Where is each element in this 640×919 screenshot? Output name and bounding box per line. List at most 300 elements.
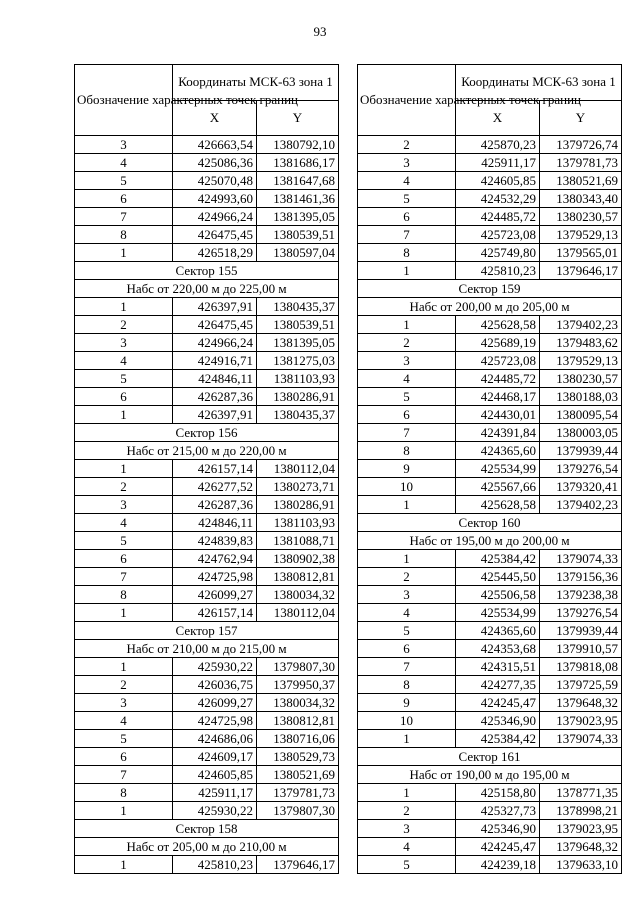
y-coordinate-cell: 1380230,57 [540, 370, 622, 388]
x-coordinate-cell: 425628,58 [456, 496, 540, 514]
point-number-cell: 8 [75, 784, 173, 802]
table-row [358, 802, 622, 820]
point-number-cell: 4 [358, 604, 456, 622]
x-coordinate-cell: 424430,01 [456, 406, 540, 424]
y-coordinate-cell: 1379023,95 [540, 712, 622, 730]
table-row [75, 172, 339, 190]
table-row [75, 208, 339, 226]
section-label: Набс от 210,00 м до 215,00 м [75, 640, 339, 658]
y-coordinate-cell: 1379529,13 [540, 352, 622, 370]
section-label: Сектор 159 [358, 280, 622, 298]
point-number-cell: 2 [75, 316, 173, 334]
x-coordinate-cell: 426518,29 [173, 244, 257, 262]
section-row [75, 424, 339, 442]
header-y-label: Y [257, 100, 339, 136]
y-coordinate-cell: 1379807,30 [257, 658, 339, 676]
table-row [75, 298, 339, 316]
header-x-label: X [456, 100, 540, 136]
point-number-cell: 1 [358, 784, 456, 802]
table-row [358, 784, 622, 802]
table-row [358, 640, 622, 658]
table-row [75, 766, 339, 784]
point-number-cell: 2 [358, 136, 456, 154]
table-row [358, 352, 622, 370]
point-number-cell: 8 [358, 676, 456, 694]
x-coordinate-cell: 425689,19 [456, 334, 540, 352]
section-label: Набс от 220,00 м до 225,00 м [75, 280, 339, 298]
x-coordinate-cell: 424966,24 [173, 208, 257, 226]
section-row [358, 748, 622, 766]
table-row [358, 622, 622, 640]
table-row [75, 604, 339, 622]
x-coordinate-cell: 424966,24 [173, 334, 257, 352]
header-point-label: Обозначение характерных точек границ [75, 65, 173, 136]
x-coordinate-cell: 426099,27 [173, 586, 257, 604]
y-coordinate-cell: 1381275,03 [257, 352, 339, 370]
y-coordinate-cell: 1380529,73 [257, 748, 339, 766]
point-number-cell: 1 [358, 496, 456, 514]
table-row [358, 496, 622, 514]
section-label: Набс от 205,00 м до 210,00 м [75, 838, 339, 856]
section-label: Набс от 215,00 м до 220,00 м [75, 442, 339, 460]
point-number-cell: 1 [75, 460, 173, 478]
point-number-cell: 1 [75, 244, 173, 262]
section-label: Сектор 155 [75, 262, 339, 280]
point-number-cell: 5 [358, 388, 456, 406]
table-row [75, 370, 339, 388]
point-number-cell: 1 [75, 658, 173, 676]
y-coordinate-cell: 1380112,04 [257, 604, 339, 622]
point-number-cell: 7 [358, 424, 456, 442]
x-coordinate-cell: 426397,91 [173, 406, 257, 424]
table-row [358, 586, 622, 604]
point-number-cell: 6 [75, 190, 173, 208]
point-number-cell: 3 [358, 352, 456, 370]
point-number-cell: 4 [75, 352, 173, 370]
x-coordinate-cell: 424239,18 [456, 856, 540, 874]
table-row [358, 730, 622, 748]
table-row [358, 604, 622, 622]
point-number-cell: 9 [358, 694, 456, 712]
point-number-cell: 4 [358, 838, 456, 856]
table-row [358, 406, 622, 424]
y-coordinate-cell: 1380812,81 [257, 712, 339, 730]
x-coordinate-cell: 426157,14 [173, 604, 257, 622]
y-coordinate-cell: 1381395,05 [257, 208, 339, 226]
x-coordinate-cell: 425327,73 [456, 802, 540, 820]
section-label: Набс от 195,00 м до 200,00 м [358, 532, 622, 550]
point-number-cell: 10 [358, 712, 456, 730]
x-coordinate-cell: 424485,72 [456, 370, 540, 388]
x-coordinate-cell: 424532,29 [456, 190, 540, 208]
point-number-cell: 6 [358, 208, 456, 226]
x-coordinate-cell: 424686,06 [173, 730, 257, 748]
x-coordinate-cell: 425070,48 [173, 172, 257, 190]
point-number-cell: 1 [75, 802, 173, 820]
section-label: Сектор 161 [358, 748, 622, 766]
section-row [75, 622, 339, 640]
section-row [358, 532, 622, 550]
point-number-cell: 1 [358, 262, 456, 280]
table-row [358, 208, 622, 226]
table-row [75, 136, 339, 154]
y-coordinate-cell: 1380435,37 [257, 298, 339, 316]
section-label: Набс от 190,00 м до 195,00 м [358, 766, 622, 784]
point-number-cell: 7 [75, 568, 173, 586]
point-number-cell: 8 [75, 226, 173, 244]
x-coordinate-cell: 424846,11 [173, 514, 257, 532]
y-coordinate-cell: 1379565,01 [540, 244, 622, 262]
point-number-cell: 10 [358, 478, 456, 496]
x-coordinate-cell: 425870,23 [456, 136, 540, 154]
y-coordinate-cell: 1380812,81 [257, 568, 339, 586]
table-row [358, 838, 622, 856]
point-number-cell: 1 [75, 298, 173, 316]
y-coordinate-cell: 1380539,51 [257, 226, 339, 244]
point-number-cell: 2 [75, 676, 173, 694]
y-coordinate-cell: 1379074,33 [540, 730, 622, 748]
x-coordinate-cell: 425810,23 [173, 856, 257, 874]
x-coordinate-cell: 424916,71 [173, 352, 257, 370]
x-coordinate-cell: 425911,17 [456, 154, 540, 172]
y-coordinate-cell: 1380095,54 [540, 406, 622, 424]
point-number-cell: 4 [358, 370, 456, 388]
x-coordinate-cell: 424365,60 [456, 622, 540, 640]
y-coordinate-cell: 1380902,38 [257, 550, 339, 568]
x-coordinate-cell: 424391,84 [456, 424, 540, 442]
point-number-cell: 7 [358, 226, 456, 244]
x-coordinate-cell: 425911,17 [173, 784, 257, 802]
point-number-cell: 5 [75, 730, 173, 748]
point-number-cell: 1 [75, 406, 173, 424]
table-row [75, 676, 339, 694]
y-coordinate-cell: 1379238,38 [540, 586, 622, 604]
table-row [358, 370, 622, 388]
y-coordinate-cell: 1380343,40 [540, 190, 622, 208]
section-row [358, 766, 622, 784]
table-row [358, 334, 622, 352]
header-x-label: X [173, 100, 257, 136]
y-coordinate-cell: 1380521,69 [257, 766, 339, 784]
table-row [75, 352, 339, 370]
y-coordinate-cell: 1381395,05 [257, 334, 339, 352]
x-coordinate-cell: 424353,68 [456, 640, 540, 658]
x-coordinate-cell: 424365,60 [456, 442, 540, 460]
y-coordinate-cell: 1381686,17 [257, 154, 339, 172]
point-number-cell: 4 [358, 172, 456, 190]
point-number-cell: 5 [358, 856, 456, 874]
y-coordinate-cell: 1381103,93 [257, 370, 339, 388]
y-coordinate-cell: 1379276,54 [540, 604, 622, 622]
table-row [358, 856, 622, 874]
y-coordinate-cell: 1379939,44 [540, 442, 622, 460]
x-coordinate-cell: 426287,36 [173, 496, 257, 514]
y-coordinate-cell: 1381647,68 [257, 172, 339, 190]
section-label: Сектор 157 [75, 622, 339, 640]
x-coordinate-cell: 425086,36 [173, 154, 257, 172]
point-number-cell: 6 [75, 748, 173, 766]
y-coordinate-cell: 1379483,62 [540, 334, 622, 352]
point-number-cell: 2 [358, 568, 456, 586]
y-coordinate-cell: 1378998,21 [540, 802, 622, 820]
x-coordinate-cell: 426475,45 [173, 226, 257, 244]
y-coordinate-cell: 1380003,05 [540, 424, 622, 442]
section-row [75, 280, 339, 298]
point-number-cell: 4 [75, 712, 173, 730]
point-number-cell: 1 [358, 730, 456, 748]
section-label: Сектор 158 [75, 820, 339, 838]
point-number-cell: 6 [358, 406, 456, 424]
header-point-label: Обозначение характерных точек границ [358, 65, 456, 136]
table-row [75, 658, 339, 676]
table-row [75, 316, 339, 334]
x-coordinate-cell: 424245,47 [456, 694, 540, 712]
x-coordinate-cell: 426157,14 [173, 460, 257, 478]
point-number-cell: 3 [75, 694, 173, 712]
table-row [75, 856, 339, 874]
table-row [75, 334, 339, 352]
table-row [358, 460, 622, 478]
y-coordinate-cell: 1380230,57 [540, 208, 622, 226]
section-row [75, 640, 339, 658]
point-number-cell: 5 [75, 532, 173, 550]
header-y-label: Y [540, 100, 622, 136]
y-coordinate-cell: 1379910,57 [540, 640, 622, 658]
y-coordinate-cell: 1379781,73 [257, 784, 339, 802]
point-number-cell: 7 [358, 658, 456, 676]
y-coordinate-cell: 1379074,33 [540, 550, 622, 568]
x-coordinate-cell: 425506,58 [456, 586, 540, 604]
y-coordinate-cell: 1380188,03 [540, 388, 622, 406]
x-coordinate-cell: 426036,75 [173, 676, 257, 694]
table-row [358, 316, 622, 334]
table-row [358, 388, 622, 406]
y-coordinate-cell: 1380286,91 [257, 496, 339, 514]
table-row [358, 676, 622, 694]
table-row [75, 460, 339, 478]
x-coordinate-cell: 425346,90 [456, 712, 540, 730]
table-row [75, 388, 339, 406]
table-row [75, 532, 339, 550]
table-row [75, 586, 339, 604]
x-coordinate-cell: 424846,11 [173, 370, 257, 388]
point-number-cell: 1 [358, 316, 456, 334]
x-coordinate-cell: 425534,99 [456, 604, 540, 622]
section-label: Набс от 200,00 м до 205,00 м [358, 298, 622, 316]
table-row [75, 226, 339, 244]
y-coordinate-cell: 1378771,35 [540, 784, 622, 802]
x-coordinate-cell: 425384,42 [456, 730, 540, 748]
x-coordinate-cell: 424993,60 [173, 190, 257, 208]
x-coordinate-cell: 424605,85 [173, 766, 257, 784]
coordinates-table-right [357, 64, 622, 874]
point-number-cell: 4 [75, 154, 173, 172]
table-row [75, 496, 339, 514]
y-coordinate-cell: 1379807,30 [257, 802, 339, 820]
x-coordinate-cell: 425628,58 [456, 316, 540, 334]
table-row [75, 802, 339, 820]
point-number-cell: 5 [75, 172, 173, 190]
table-row [358, 190, 622, 208]
point-number-cell: 3 [358, 586, 456, 604]
table-row [75, 478, 339, 496]
y-coordinate-cell: 1380034,32 [257, 586, 339, 604]
table-row [75, 514, 339, 532]
y-coordinate-cell: 1379939,44 [540, 622, 622, 640]
table-row [75, 550, 339, 568]
point-number-cell: 3 [358, 154, 456, 172]
point-number-cell: 8 [358, 244, 456, 262]
point-number-cell: 6 [358, 640, 456, 658]
x-coordinate-cell: 426099,27 [173, 694, 257, 712]
x-coordinate-cell: 424468,17 [456, 388, 540, 406]
y-coordinate-cell: 1379320,41 [540, 478, 622, 496]
table-row [75, 244, 339, 262]
header-coordinates-label: Координаты МСК-63 зона 1 [456, 65, 622, 101]
y-coordinate-cell: 1379646,17 [257, 856, 339, 874]
point-number-cell: 2 [358, 334, 456, 352]
y-coordinate-cell: 1380435,37 [257, 406, 339, 424]
x-coordinate-cell: 425930,22 [173, 802, 257, 820]
x-coordinate-cell: 424762,94 [173, 550, 257, 568]
y-coordinate-cell: 1380273,71 [257, 478, 339, 496]
point-number-cell: 4 [75, 514, 173, 532]
y-coordinate-cell: 1379646,17 [540, 262, 622, 280]
x-coordinate-cell: 426287,36 [173, 388, 257, 406]
point-number-cell: 3 [358, 820, 456, 838]
table-row [358, 244, 622, 262]
table-row [75, 712, 339, 730]
point-number-cell: 6 [75, 550, 173, 568]
x-coordinate-cell: 424277,35 [456, 676, 540, 694]
section-row [75, 838, 339, 856]
point-number-cell: 5 [358, 622, 456, 640]
table-row [75, 730, 339, 748]
y-coordinate-cell: 1380521,69 [540, 172, 622, 190]
table-body-right [358, 136, 622, 874]
y-coordinate-cell: 1379648,32 [540, 694, 622, 712]
y-coordinate-cell: 1379276,54 [540, 460, 622, 478]
y-coordinate-cell: 1379725,59 [540, 676, 622, 694]
point-number-cell: 7 [75, 766, 173, 784]
y-coordinate-cell: 1381461,36 [257, 190, 339, 208]
x-coordinate-cell: 424605,85 [456, 172, 540, 190]
x-coordinate-cell: 425567,66 [456, 478, 540, 496]
y-coordinate-cell: 1379633,10 [540, 856, 622, 874]
section-label: Сектор 160 [358, 514, 622, 532]
section-row [75, 442, 339, 460]
x-coordinate-cell: 425158,80 [456, 784, 540, 802]
y-coordinate-cell: 1380597,04 [257, 244, 339, 262]
section-row [358, 298, 622, 316]
table-row [358, 658, 622, 676]
table-row [75, 748, 339, 766]
x-coordinate-cell: 424725,98 [173, 712, 257, 730]
x-coordinate-cell: 425384,42 [456, 550, 540, 568]
table-row [358, 424, 622, 442]
table-row [358, 136, 622, 154]
point-number-cell: 3 [75, 334, 173, 352]
y-coordinate-cell: 1381103,93 [257, 514, 339, 532]
point-number-cell: 5 [358, 190, 456, 208]
y-coordinate-cell: 1379648,32 [540, 838, 622, 856]
y-coordinate-cell: 1381088,71 [257, 532, 339, 550]
y-coordinate-cell: 1380792,10 [257, 136, 339, 154]
point-number-cell: 7 [75, 208, 173, 226]
table-row [75, 694, 339, 712]
x-coordinate-cell: 424315,51 [456, 658, 540, 676]
table-row [358, 226, 622, 244]
table-row [75, 568, 339, 586]
table-row [75, 190, 339, 208]
x-coordinate-cell: 424609,17 [173, 748, 257, 766]
coordinates-table-left [74, 64, 339, 874]
table-body-left [75, 136, 339, 874]
y-coordinate-cell: 1379156,36 [540, 568, 622, 586]
table-row [358, 478, 622, 496]
table-row [358, 154, 622, 172]
x-coordinate-cell: 425749,80 [456, 244, 540, 262]
x-coordinate-cell: 424245,47 [456, 838, 540, 856]
point-number-cell: 1 [75, 604, 173, 622]
table-row [358, 568, 622, 586]
table-row [75, 784, 339, 802]
table-row [358, 262, 622, 280]
y-coordinate-cell: 1380539,51 [257, 316, 339, 334]
point-number-cell: 6 [75, 388, 173, 406]
y-coordinate-cell: 1379023,95 [540, 820, 622, 838]
x-coordinate-cell: 426475,45 [173, 316, 257, 334]
point-number-cell: 1 [358, 550, 456, 568]
x-coordinate-cell: 425534,99 [456, 460, 540, 478]
section-label: Сектор 156 [75, 424, 339, 442]
y-coordinate-cell: 1379529,13 [540, 226, 622, 244]
table-row [358, 442, 622, 460]
y-coordinate-cell: 1379402,23 [540, 316, 622, 334]
x-coordinate-cell: 425723,08 [456, 352, 540, 370]
point-number-cell: 9 [358, 460, 456, 478]
page-number: 93 [313, 24, 327, 39]
table-row [358, 712, 622, 730]
x-coordinate-cell: 425346,90 [456, 820, 540, 838]
x-coordinate-cell: 425930,22 [173, 658, 257, 676]
x-coordinate-cell: 426277,52 [173, 478, 257, 496]
table-row [358, 694, 622, 712]
table-row [358, 172, 622, 190]
point-number-cell: 8 [75, 586, 173, 604]
y-coordinate-cell: 1379950,37 [257, 676, 339, 694]
section-row [75, 820, 339, 838]
x-coordinate-cell: 425723,08 [456, 226, 540, 244]
y-coordinate-cell: 1380716,06 [257, 730, 339, 748]
point-number-cell: 2 [75, 478, 173, 496]
y-coordinate-cell: 1379818,08 [540, 658, 622, 676]
table-row [358, 550, 622, 568]
x-coordinate-cell: 426397,91 [173, 298, 257, 316]
x-coordinate-cell: 424839,83 [173, 532, 257, 550]
section-row [358, 514, 622, 532]
point-number-cell: 5 [75, 370, 173, 388]
y-coordinate-cell: 1379402,23 [540, 496, 622, 514]
x-coordinate-cell: 426663,54 [173, 136, 257, 154]
x-coordinate-cell: 424485,72 [456, 208, 540, 226]
section-row [75, 262, 339, 280]
y-coordinate-cell: 1379726,74 [540, 136, 622, 154]
point-number-cell: 2 [358, 802, 456, 820]
point-number-cell: 3 [75, 136, 173, 154]
x-coordinate-cell: 425810,23 [456, 262, 540, 280]
y-coordinate-cell: 1380112,04 [257, 460, 339, 478]
